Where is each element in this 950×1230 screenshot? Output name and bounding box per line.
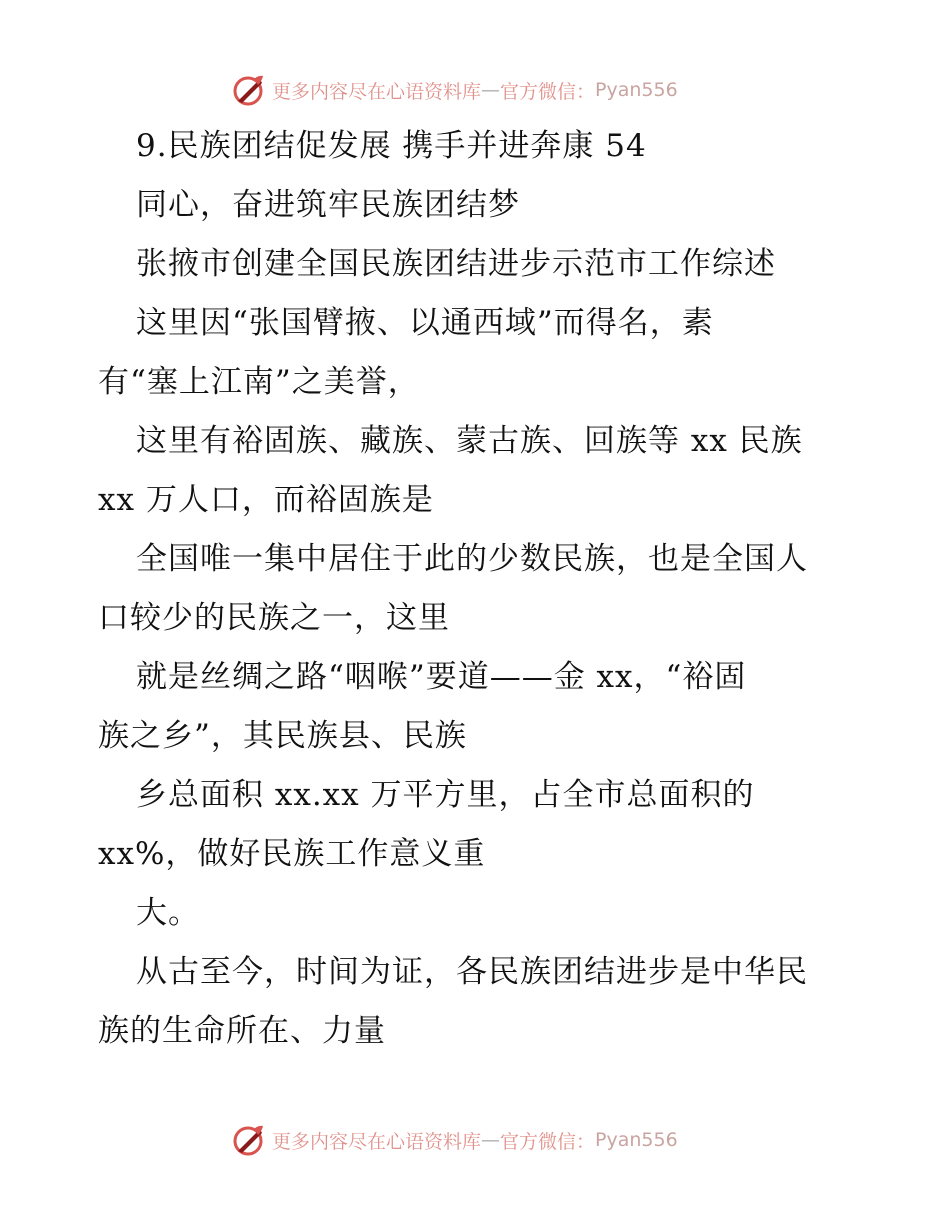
paragraph-line: 口较少的民族之一，这里 <box>98 600 450 636</box>
paragraph-line: 全国唯一集中居住于此的少数民族，也是全国人 <box>136 541 808 577</box>
watermark-handle: Pyan556 <box>595 79 678 101</box>
watermark-brand-text: 更多内容尽在心语资料库 <box>272 1130 482 1153</box>
watermark-official-label: 官方微信： <box>500 80 596 103</box>
paragraph-line: xx 万人口，而裕固族是 <box>98 482 434 518</box>
heading-line: 9.民族团结促发展 携手并进奔康 54 <box>136 128 647 164</box>
paragraph-line: 族之乡”，其民族县、民族 <box>98 718 467 754</box>
paragraph-line: 大。 <box>136 895 200 931</box>
watermark-footer <box>232 1120 752 1160</box>
paragraph-line: 族的生命所在、力量 <box>98 1013 386 1049</box>
paragraph-line: 这里因“张国臂掖、以通西域”而得名，素 <box>136 305 714 341</box>
paragraph-line: 乡总面积 xx.xx 万平方里，占全市总面积的 <box>136 777 755 813</box>
watermark-brand-text: 更多内容尽在心语资料库 <box>272 80 482 103</box>
watermark-official-label: 官方微信： <box>500 1130 596 1153</box>
subtitle-line: 张掖市创建全国民族团结进步示范市工作综述 <box>136 246 776 282</box>
quill-seal-icon <box>232 1123 266 1157</box>
paragraph-line: xx%，做好民族工作意义重 <box>98 836 486 872</box>
paragraph-line: 就是丝绸之路“咽喉”要道——金 xx，“裕固 <box>136 659 747 695</box>
watermark-separator: — <box>481 79 501 101</box>
watermark-separator: — <box>481 1129 501 1151</box>
watermark-handle: Pyan556 <box>595 1129 678 1151</box>
paragraph-line: 这里有裕固族、藏族、蒙古族、回族等 xx 民族 <box>136 423 803 459</box>
paragraph-line: 有“塞上江南”之美誉， <box>98 364 420 400</box>
subtitle-line: 同心，奋进筑牢民族团结梦 <box>136 187 520 223</box>
paragraph-line: 从古至今，时间为证，各民族团结进步是中华民 <box>136 954 808 990</box>
